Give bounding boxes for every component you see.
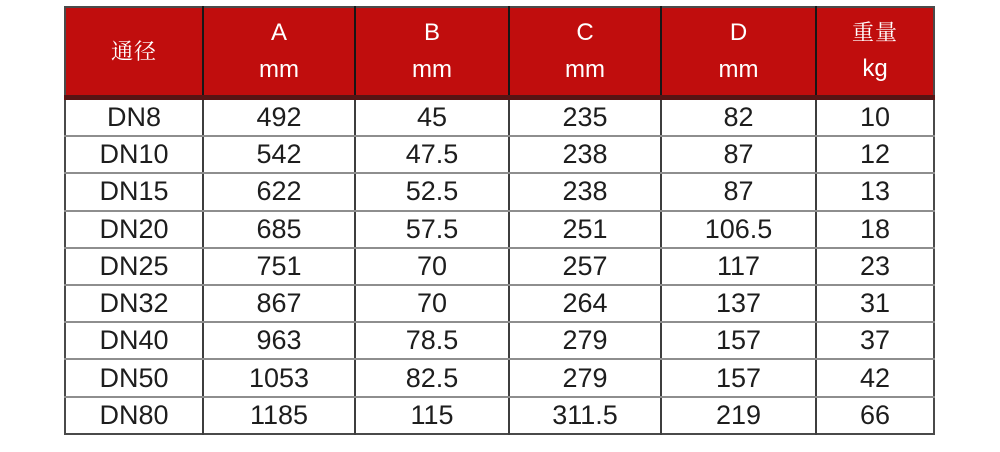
col-header-weight (816, 7, 934, 97)
col-header-d (661, 7, 816, 97)
cell-d: 87 (661, 173, 816, 210)
col-header-a-unit: mm (259, 55, 299, 83)
cell-a: 685 (203, 211, 355, 248)
cell-a: 542 (203, 136, 355, 173)
col-header-c (509, 7, 661, 97)
col-header-a-label: A (270, 19, 287, 47)
col-header-b-unit: mm (412, 55, 452, 83)
cell-dn: DN15 (65, 173, 203, 210)
cell-weight: 12 (816, 136, 934, 173)
cell-c: 235 (509, 97, 661, 136)
col-header-d-label: D (729, 19, 748, 47)
cell-weight: 18 (816, 211, 934, 248)
table-row (65, 285, 934, 322)
table-row (65, 248, 934, 285)
cell-c: 238 (509, 136, 661, 173)
cell-dn: DN50 (65, 359, 203, 396)
cell-b: 70 (355, 285, 509, 322)
col-header-a (203, 7, 355, 97)
cell-weight: 10 (816, 97, 934, 136)
col-header-b (355, 7, 509, 97)
cell-b: 47.5 (355, 136, 509, 173)
cell-c: 311.5 (509, 397, 661, 434)
cell-b: 57.5 (355, 211, 509, 248)
table-row (65, 173, 934, 210)
cell-a: 1185 (203, 397, 355, 434)
cell-dn: DN8 (65, 97, 203, 136)
cell-c: 279 (509, 359, 661, 396)
table-row (65, 322, 934, 359)
cell-weight: 42 (816, 359, 934, 396)
header-row (65, 7, 934, 97)
cell-d: 157 (661, 322, 816, 359)
col-header-diameter-label: 通径 (110, 38, 157, 64)
cell-weight: 31 (816, 285, 934, 322)
col-header-weight-unit: kg (862, 54, 888, 82)
cell-d: 87 (661, 136, 816, 173)
col-header-c-label: C (576, 19, 594, 47)
table-header (65, 7, 934, 97)
cell-dn: DN25 (65, 248, 203, 285)
col-header-weight-label: 重量 (851, 20, 898, 46)
cell-d: 219 (661, 397, 816, 434)
cell-a: 867 (203, 285, 355, 322)
table-row (65, 211, 934, 248)
cell-dn: DN80 (65, 397, 203, 434)
cell-dn: DN20 (65, 211, 203, 248)
cell-a: 622 (203, 173, 355, 210)
col-header-diameter (65, 7, 203, 97)
cell-c: 264 (509, 285, 661, 322)
cell-a: 751 (203, 248, 355, 285)
table-body (65, 97, 934, 434)
cell-c: 251 (509, 211, 661, 248)
cell-c: 238 (509, 173, 661, 210)
cell-d: 137 (661, 285, 816, 322)
cell-weight: 23 (816, 248, 934, 285)
cell-b: 82.5 (355, 359, 509, 396)
cell-a: 1053 (203, 359, 355, 396)
table-row (65, 397, 934, 434)
table-row (65, 97, 934, 136)
cell-weight: 13 (816, 173, 934, 210)
col-header-d-unit: mm (718, 55, 759, 83)
col-header-c-unit: mm (565, 55, 605, 83)
cell-weight: 66 (816, 397, 934, 434)
cell-d: 82 (661, 97, 816, 136)
cell-d: 157 (661, 359, 816, 396)
cell-a: 963 (203, 322, 355, 359)
cell-d: 117 (661, 248, 816, 285)
col-header-b-label: B (423, 19, 440, 47)
cell-dn: DN40 (65, 322, 203, 359)
cell-dn: DN32 (65, 285, 203, 322)
cell-weight: 37 (816, 322, 934, 359)
cell-d: 106.5 (661, 211, 816, 248)
cell-a: 492 (203, 97, 355, 136)
cell-c: 257 (509, 248, 661, 285)
cell-c: 279 (509, 322, 661, 359)
cell-dn: DN10 (65, 136, 203, 173)
cell-b: 115 (355, 397, 509, 434)
spec-table (64, 6, 935, 435)
cell-b: 70 (355, 248, 509, 285)
table-row (65, 359, 934, 396)
table-row (65, 136, 934, 173)
cell-b: 78.5 (355, 322, 509, 359)
cell-b: 45 (355, 97, 509, 136)
cell-b: 52.5 (355, 173, 509, 210)
